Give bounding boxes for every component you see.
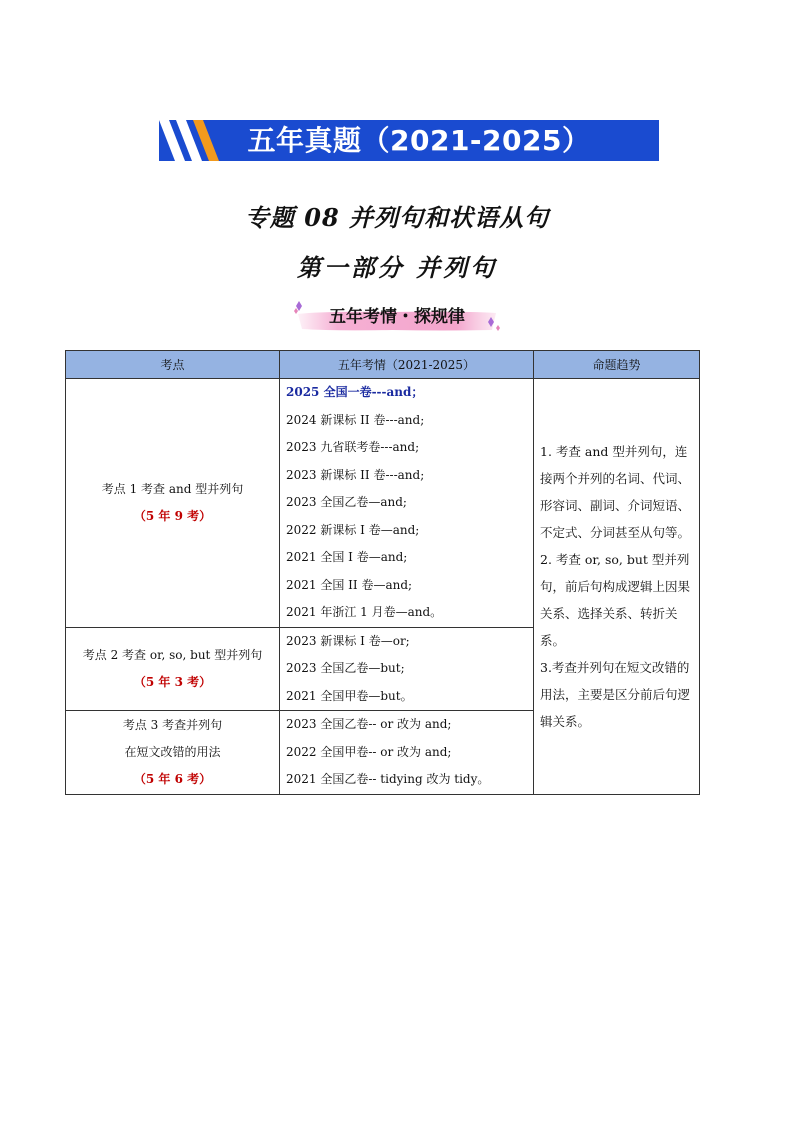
year-entry: 2021 全国 II 卷—and; [286,577,413,592]
header-trend: 命题趋势 [534,351,700,379]
trend-point: 2. 考查 or, so, but 型并列句，前后句构成逻辑上因果关系、选择关系、转折关系。 [540,551,691,648]
year-entry: 2023 全国乙卷—and; [286,495,407,509]
section-badge [292,300,502,334]
header-topic: 考点 [66,351,280,379]
years-cell [280,379,534,628]
header-years: 五年考情（2021-2025） [280,351,534,379]
years-cell [280,627,534,711]
section-title: 第一部分 并列句 [296,253,498,282]
trend-point: 3.考查并列句在短文改错的用法，主要是区分前后句逻辑关系。 [540,659,691,729]
year-entry: 2023 新课标 I 卷—or; [286,633,410,648]
topic-label: 考点 2 考查 or, so, but 型并列句 [82,647,263,662]
year-entry: 2021 全国甲卷—but。 [286,688,413,703]
topic-cell [66,627,280,711]
exam-analysis-table [65,350,700,795]
year-entry: 2021 全国 I 卷—and; [286,550,408,564]
topic-count: （5 年 9 考） [133,508,212,523]
year-entry: 2024 新课标 II 卷---and; [286,412,425,427]
year-entry: 2021 全国乙卷-- tidying 改为 tidy。 [286,772,490,786]
banner-title: 五年真题（2021-2025） [247,124,591,157]
trend-cell [534,379,700,795]
year-entry: 2023 九省联考卷---and; [286,440,420,454]
topic-count: （5 年 6 考） [133,771,212,786]
year-entry: 2022 全国甲卷-- or 改为 and; [286,744,452,759]
badge-text: 五年考情・探规律 [329,307,465,327]
topic-label: 考点 3 考查并列句 [122,717,223,732]
year-entry: 2023 全国乙卷-- or 改为 and; [286,717,452,731]
year-entry: 2023 全国乙卷—but; [286,661,405,675]
topic-cell [66,379,280,628]
table-row [66,379,700,628]
year-entry: 2025 全国一卷---and； [286,385,424,399]
header-banner [159,120,659,161]
year-entry: 2021 年浙江 1 月卷—and。 [286,605,443,619]
table-header-row [66,351,700,379]
topic-title: 专题 08 并列句和状语从句 [244,203,550,232]
topic-label: 考点 1 考查 and 型并列句 [101,481,244,496]
trend-point: 1. 考查 and 型并列句，连接两个并列的名词、代词、形容词、副词、介词短语、不定式、分词甚至从句等。 [540,443,691,540]
topic-count: （5 年 3 考） [133,674,212,689]
topic-label-line2: 在短文改错的用法 [124,744,221,759]
year-entry: 2022 新课标 I 卷—and; [286,522,420,537]
year-entry: 2023 新课标 II 卷---and; [286,467,425,482]
topic-cell [66,711,280,795]
years-cell [280,711,534,795]
